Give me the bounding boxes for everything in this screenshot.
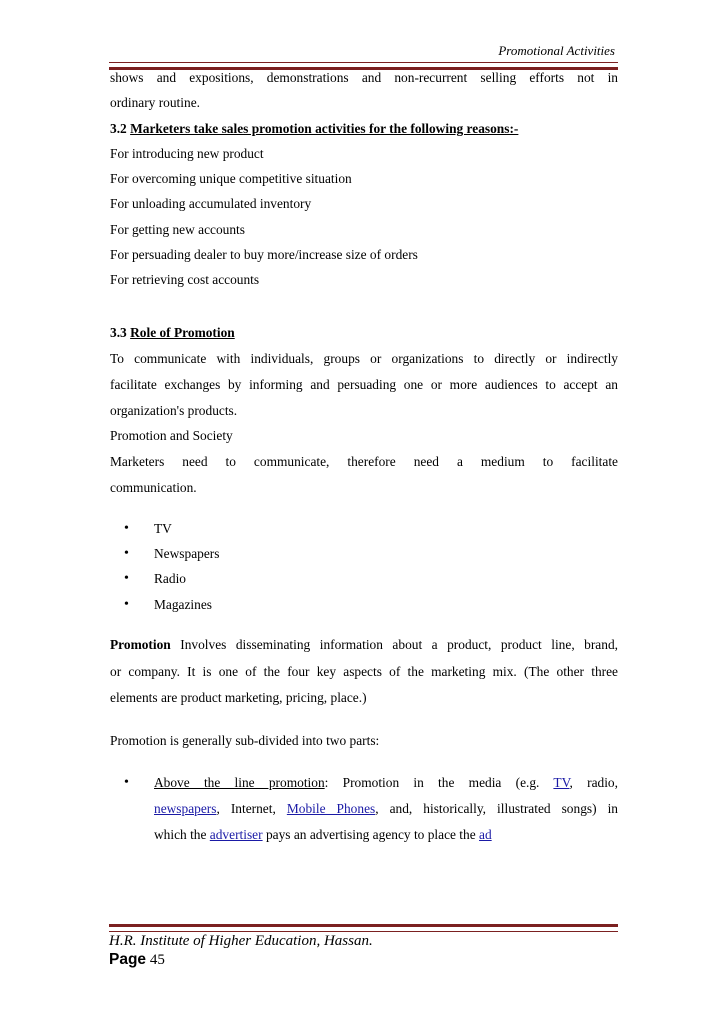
term-above-the-line: Above the line promotion (154, 775, 325, 790)
list-item: Magazines (154, 597, 213, 612)
bullet-icon: • (124, 775, 129, 790)
paragraph-line: communication. (110, 480, 197, 495)
header-rule (109, 62, 618, 70)
text-run: , and, historically, illustrated songs) in (375, 801, 618, 816)
footer-rule (109, 924, 618, 932)
list-item: For persuading dealer to buy more/increase size of orders (110, 247, 418, 262)
section-heading-3-2 (110, 121, 618, 137)
paragraph-line: Marketers need to communicate, therefore need a medium to facilitate (110, 454, 618, 469)
paragraph-line: organization's products. (110, 403, 238, 418)
bold-term: Promotion (110, 637, 171, 652)
section-number: 3.2 (110, 121, 127, 136)
paragraph-line: To communicate with individuals, groups or organizations to directly or indirectly (110, 351, 618, 366)
section-title: Marketers take sales promotion activities for the following reasons:- (130, 121, 519, 136)
list-item: TV (154, 521, 172, 536)
list-item-line (154, 801, 618, 817)
paragraph-line (110, 637, 618, 653)
running-header: Promotional Activities (498, 43, 615, 58)
paragraph-line: ordinary routine. (110, 95, 200, 110)
section-number: 3.3 (110, 325, 127, 340)
link-newspapers[interactable]: newspapers (154, 801, 217, 816)
bullet-icon: • (124, 521, 129, 536)
list-item-line (154, 827, 492, 843)
subheading: Promotion and Society (110, 428, 233, 443)
list-item: For retrieving cost accounts (110, 272, 260, 287)
text-run: pays an advertising agency to place the (265, 827, 476, 842)
paragraph-line: facilitate exchanges by informing and persuading one or more audiences to accept an (110, 377, 618, 392)
list-item: For getting new accounts (110, 222, 245, 237)
list-item: For unloading accumulated inventory (110, 196, 312, 211)
page-number (109, 950, 165, 970)
text-run: , Internet, (216, 801, 276, 816)
page-label: Page (109, 951, 147, 968)
link-advertiser[interactable]: advertiser (209, 827, 263, 842)
text-run: which the (154, 827, 207, 842)
page-num: 45 (149, 952, 165, 968)
paragraph-line: or company. It is one of the four key aspects of the marketing mix. (The other three (110, 664, 618, 679)
link-ad[interactable]: ad (479, 827, 492, 842)
footer-institute: H.R. Institute of Higher Education, Hassan. (109, 933, 373, 949)
text-run: , radio, (569, 775, 618, 790)
list-item: For introducing new product (110, 146, 264, 161)
text-run: : Promotion in the media (e.g. (324, 775, 540, 790)
list-item: Newspapers (154, 546, 220, 561)
link-mobile-phones[interactable]: Mobile Phones (286, 801, 376, 816)
section-heading-3-3 (110, 325, 618, 341)
bullet-icon: • (124, 546, 129, 561)
list-item: Radio (154, 571, 186, 586)
paragraph-line: elements are product marketing, pricing, place.) (110, 690, 367, 705)
bullet-icon: • (124, 597, 129, 612)
paragraph-line: shows and expositions, demonstrations and non-recurrent selling efforts not in (110, 70, 618, 85)
text-run: Involves disseminating information about a product, product line, brand, (180, 637, 618, 652)
list-item: For overcoming unique competitive situation (110, 171, 352, 186)
link-tv[interactable]: TV (553, 775, 570, 790)
bullet-icon: • (124, 571, 129, 586)
section-title: Role of Promotion (130, 325, 235, 340)
list-item-line (154, 775, 618, 791)
paragraph-line: Promotion is generally sub-divided into two parts: (110, 733, 380, 748)
